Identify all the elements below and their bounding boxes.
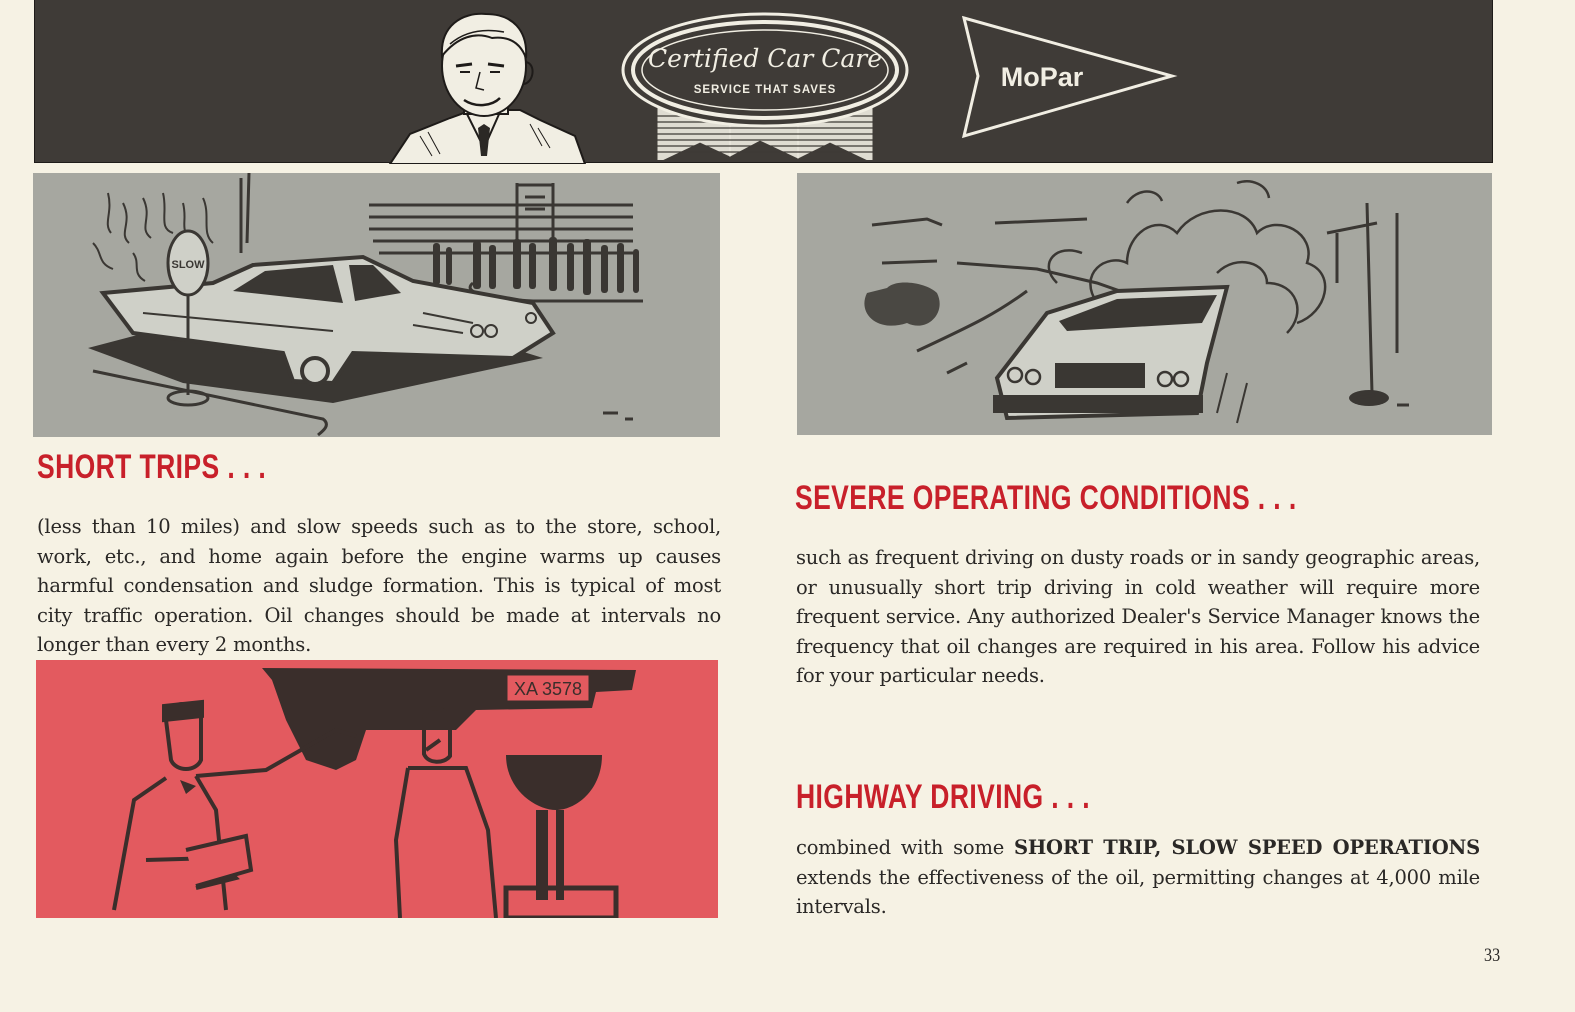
heading-short-trips: SHORT TRIPS . . . [37, 448, 267, 486]
mopar-wordmark: MoPar [1000, 62, 1084, 92]
license-plate-text: XA 3578 [513, 679, 583, 699]
body-short-trips: (less than 10 miles) and slow speeds such as to the store, school, work, etc., and home again before the engine warms up causes harmful condensation and sludge formation. This is typical of most city traffic operation. Oil changes should be made at intervals no longer than every 2 months. [37, 515, 721, 656]
short-trips-illustration [33, 173, 720, 437]
slow-sign-text: SLOW [171, 259, 205, 271]
service-lift-illustration [36, 660, 718, 918]
emblem-script-title: Certified Car Care [647, 44, 883, 73]
highway-body-emphasis: SHORT TRIP, SLOW SPEED OPERATIONS [1013, 836, 1480, 859]
mopar-logo [960, 14, 1178, 140]
highway-body-prefix: combined with some [796, 836, 1014, 859]
body-highway-driving [796, 833, 1480, 922]
service-man-portrait [380, 6, 590, 164]
body-severe-conditions: such as frequent driving on dusty roads or in sandy geographic areas, or unusually short trip driving in cold weather will require more frequent service. Any authorized Dealer's Service Manager knows the frequency that oil changes are required in his area. Follow his advice for your particular needs. [796, 546, 1480, 687]
certified-car-care-emblem [620, 12, 910, 160]
emblem-tagline: SERVICE THAT SAVES [693, 84, 837, 96]
dusty-road-illustration [797, 173, 1492, 435]
page-number: 33 [1484, 945, 1501, 966]
heading-severe-conditions: SEVERE OPERATING CONDITIONS . . . [795, 479, 1297, 517]
highway-body-suffix: extends the effectiveness of the oil, permitting changes at 4,000 mile intervals. [796, 865, 1480, 918]
heading-highway-driving: HIGHWAY DRIVING . . . [796, 778, 1091, 816]
